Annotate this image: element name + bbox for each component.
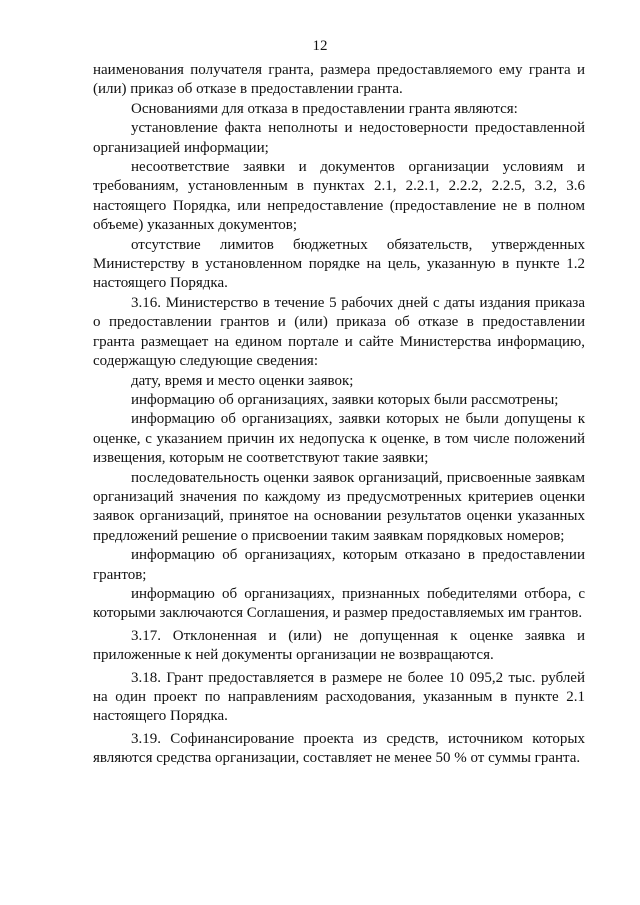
paragraph-assessment-sequence: последовательность оценки заявок организаций, присвоенные заявкам организаций значения по каждому из предусмотренных критериев оценки заявок организаций, принятое на основании результатов оценки указанных предложений решение о присвоении таким заявкам порядковых номеров; — [93, 469, 585, 544]
paragraph-reviewed-orgs: информацию об организациях, заявки которых были рассмотрены; — [131, 391, 559, 408]
paragraph-assessment-date: дату, время и место оценки заявок; — [131, 372, 354, 389]
paragraph-refusal-incomplete-info: установление факта неполноты и недостоверности предоставленной организацией информации; — [93, 120, 585, 156]
page-number: 12 — [312, 38, 328, 54]
paragraph-refused-orgs: информацию об организациях, которым отказано в предоставлении грантов; — [93, 547, 585, 583]
paragraph-rejected-orgs: информацию об организациях, заявки которых не были допущены к оценке, с указанием причин их недопуска к оценке, в том числе положений извещения, которым не соответствуют такие заявки; — [93, 411, 585, 467]
paragraph-3-19: 3.19. Софинансирование проекта из средств, источником которых являются средства организации, составляет не менее 50 % от суммы гранта. — [93, 730, 585, 767]
paragraph-refusal-nonconformity: несоответствие заявки и документов организации условиям и требованиям, установленным в пунктах 2.1, 2.2.1, 2.2.2, 2.2.5, 3.2, 3.6 настоящего Порядка, или непредоставление (предоставление не в полном объеме) указанных документов; — [93, 159, 585, 234]
paragraph-refusal-grounds-intro: Основаниями для отказа в предоставлении гранта являются: — [131, 100, 518, 117]
document-body — [93, 61, 585, 769]
paragraph-3-17: 3.17. Отклоненная и (или) не допущенная к оценке заявка и приложенные к ней документы организации не возвращаются. — [93, 627, 585, 664]
paragraph-refusal-no-limits: отсутствие лимитов бюджетных обязательств, утвержденных Министерству в установленном порядке на цель, указанную в пункте 1.2 настоящего Порядка. — [93, 236, 585, 292]
paragraph-continuation: наименования получателя гранта, размера предоставляемого ему гранта и (или) приказ об отказе в предоставлении гранта. — [93, 62, 585, 98]
paragraph-3-18: 3.18. Грант предоставляется в размере не более 10 095,2 тыс. рублей на один проект по направлениям расходования, указанным в пункте 2.1 настоящего Порядка. — [93, 669, 585, 725]
paragraph-winners: информацию об организациях, признанных победителями отбора, с которыми заключаются Соглашения, и размер предоставляемых им грантов. — [93, 585, 585, 622]
paragraph-3-16: 3.16. Министерство в течение 5 рабочих дней с даты издания приказа о предоставлении грантов и (или) приказа об отказе в предоставлении гранта размещает на едином портале и сайте Министерства информацию, содержащую следующие сведения: — [93, 294, 585, 370]
